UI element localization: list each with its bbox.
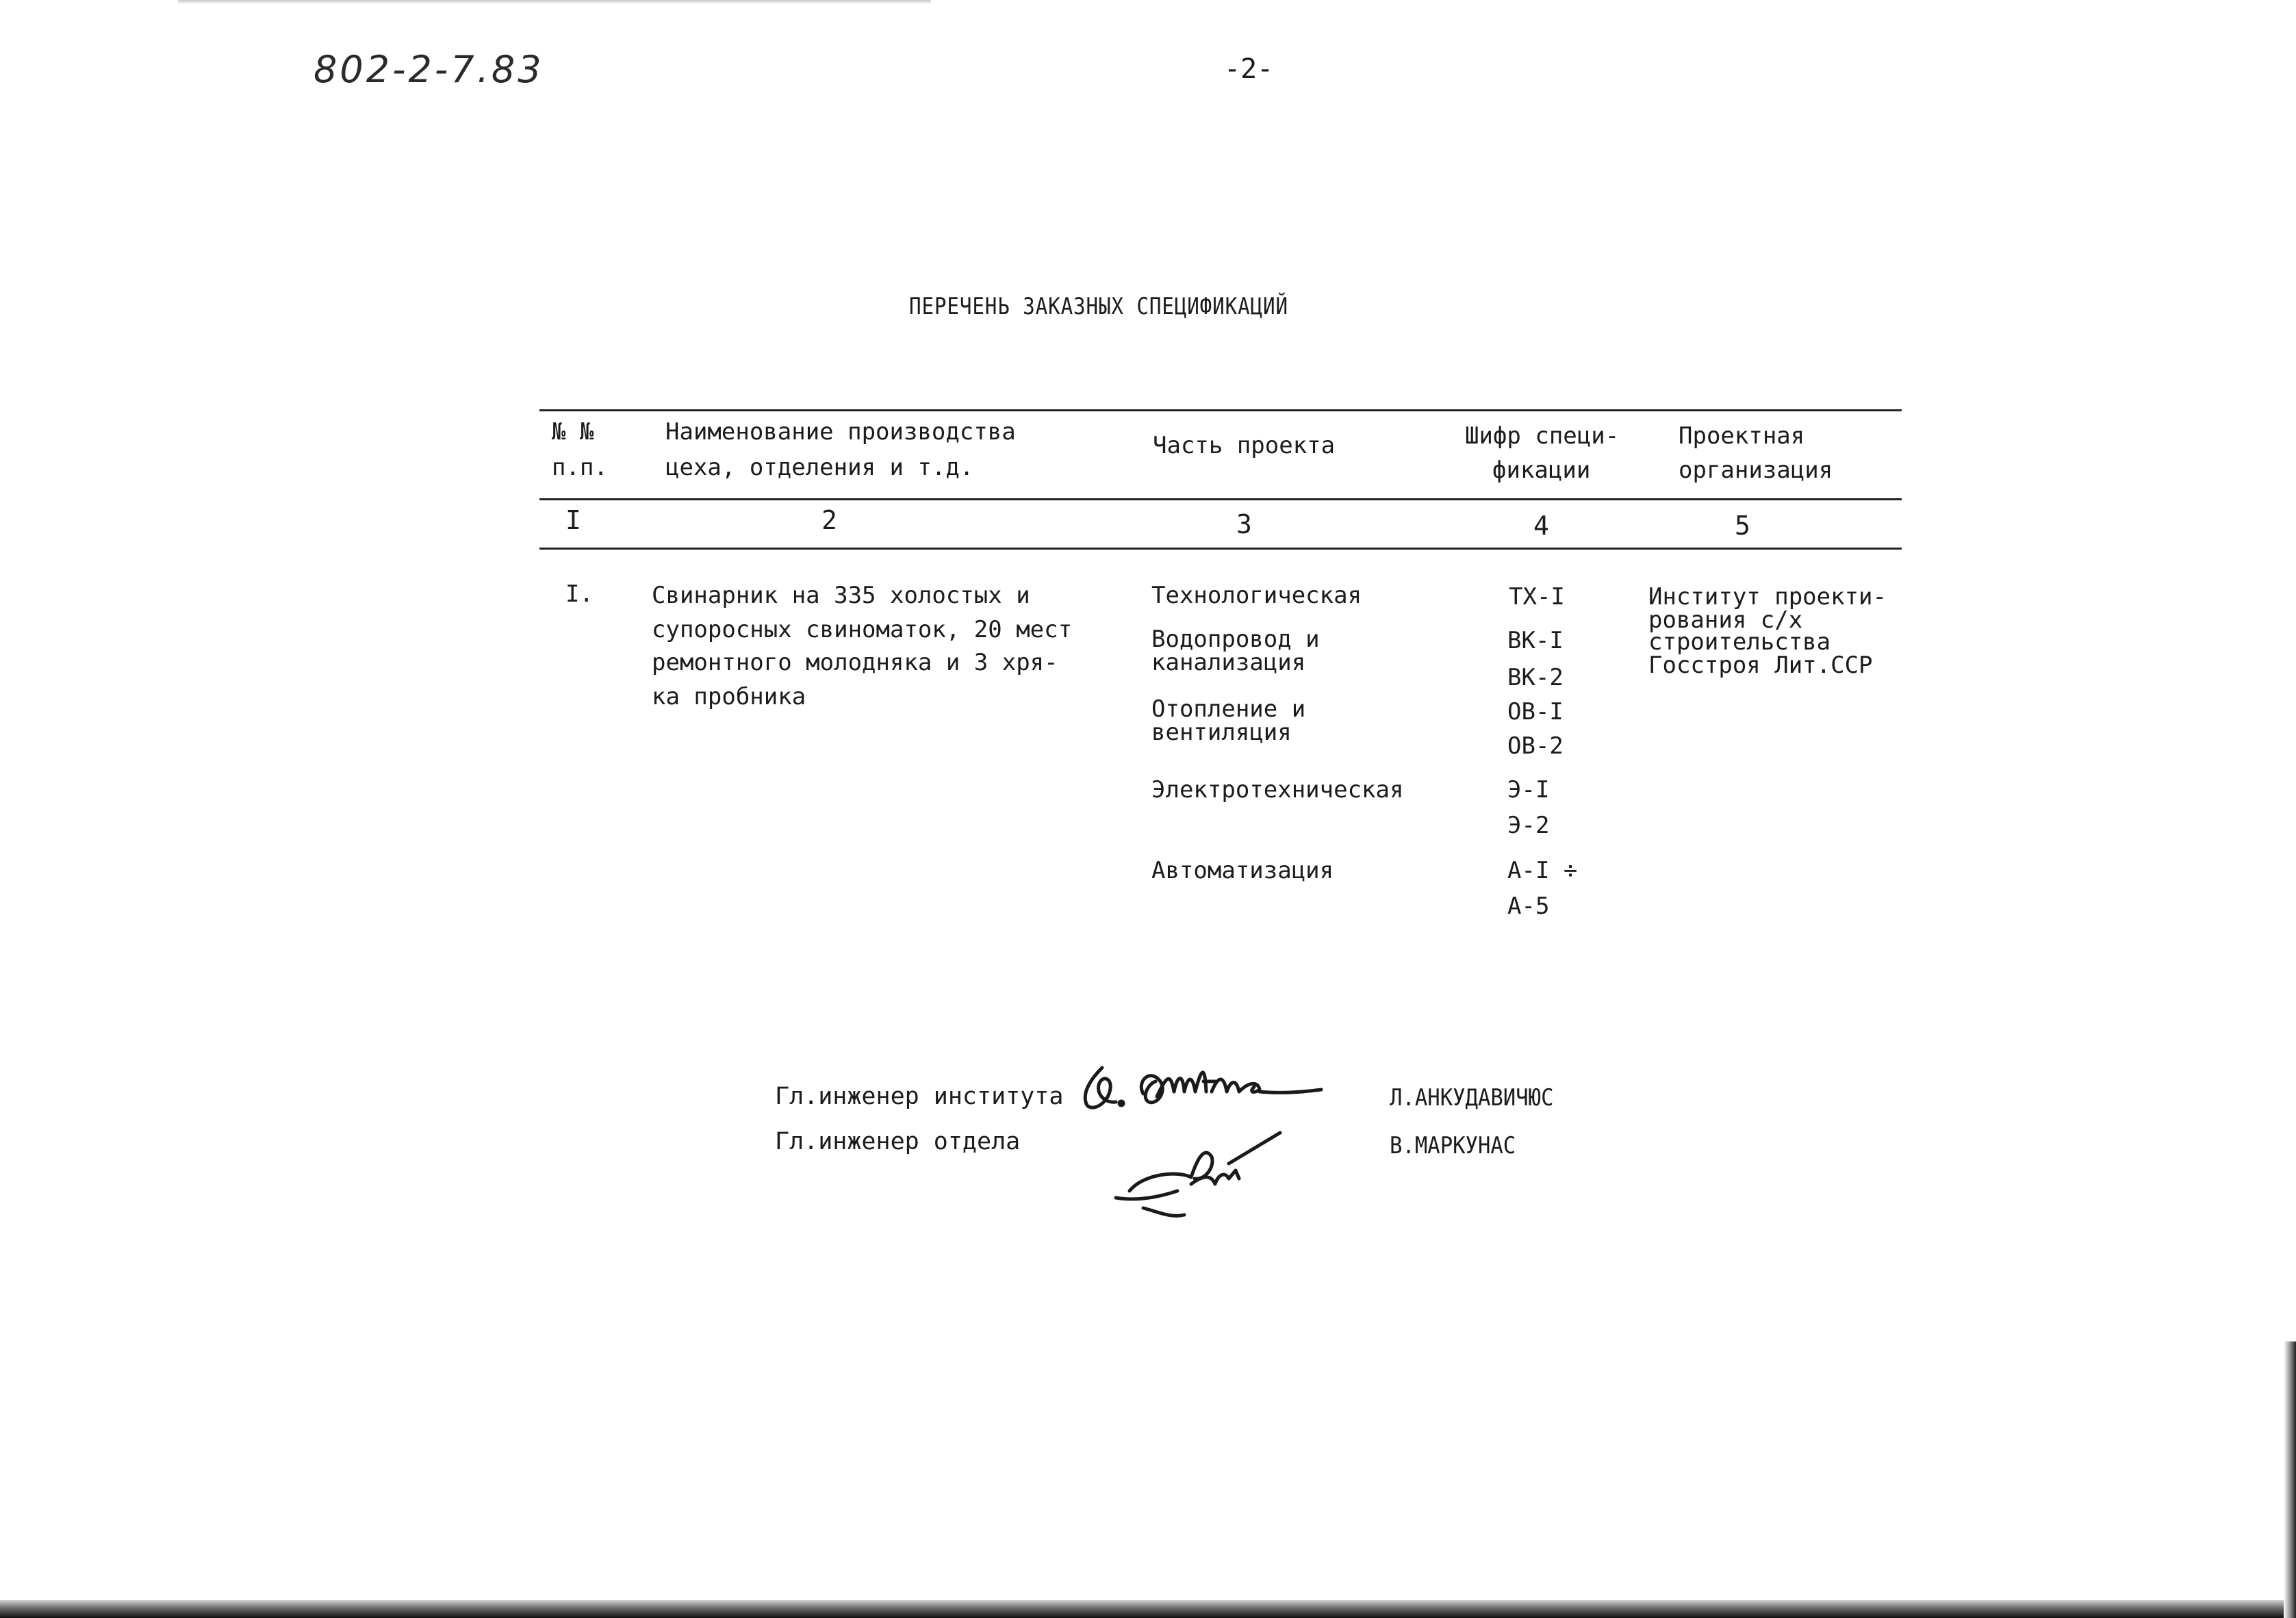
header-col5-line1: Проектная xyxy=(1679,422,1805,450)
header-col5-line2: организация xyxy=(1679,457,1833,484)
spec-code: А-I ÷ xyxy=(1507,857,1578,884)
column-number-3: 3 xyxy=(1236,509,1252,539)
organization-line-1: Институт проекти- xyxy=(1648,583,1887,611)
column-number-2: 2 xyxy=(821,505,837,535)
header-col2-line1: Наименование производства xyxy=(665,418,1016,446)
spec-code: ОВ-2 xyxy=(1507,732,1564,760)
column-number-5: 5 xyxy=(1735,511,1750,541)
row-number: I. xyxy=(565,580,594,608)
signatory-name-2: В.МАРКУНАС xyxy=(1390,1132,1516,1159)
header-col1-line1: № № xyxy=(552,418,594,446)
part-water-line-1: Водопровод и xyxy=(1151,626,1320,653)
spec-code: А-5 xyxy=(1507,893,1550,920)
header-col2-line2: цеха, отделения и т.д. xyxy=(665,454,974,481)
row-name-line-2: супоросных свиноматок, 20 мест xyxy=(652,616,1073,643)
document-title: ПЕРЕЧЕНЬ ЗАКАЗНЫХ СПЕЦИФИКАЦИЙ xyxy=(909,293,1288,320)
header-col3: Часть проекта xyxy=(1153,432,1336,459)
row-name-line-1: Свинарник на 335 холостых и xyxy=(652,582,1030,609)
part-heating-line-1: Отопление и xyxy=(1151,695,1306,723)
row-name-line-4: ка пробника xyxy=(652,683,806,710)
row-name-line-3: ремонтного молодняка и 3 хря- xyxy=(652,649,1058,676)
part-electrical: Электротехническая xyxy=(1151,776,1404,804)
scan-edge-bottom xyxy=(0,1600,2296,1618)
scan-edge-top xyxy=(178,0,931,4)
header-col4-line2: фикации xyxy=(1492,457,1591,484)
header-col1-line2: п.п. xyxy=(552,454,608,481)
spec-code: Э-2 xyxy=(1507,812,1550,839)
table-header-rule xyxy=(539,498,1902,500)
organization-line-2: рования с/х xyxy=(1648,606,1803,634)
spec-code: ОВ-I xyxy=(1507,698,1564,725)
page-number: -2- xyxy=(1224,53,1274,85)
spec-code: ВК-I xyxy=(1507,627,1564,654)
spec-code: Э-I xyxy=(1507,776,1550,804)
organization-line-3: строительства xyxy=(1648,628,1831,656)
document-code: 802-2-7.83 xyxy=(314,48,544,91)
signatory-name-1: Л.АНКУДАВИЧЮС xyxy=(1390,1084,1554,1112)
table-numbers-rule xyxy=(539,548,1902,550)
column-number-4: 4 xyxy=(1533,511,1549,541)
spec-code: ТХ-I xyxy=(1509,583,1565,611)
part-water-line-2: канализация xyxy=(1151,649,1306,676)
handwritten-signatures-icon xyxy=(1075,1054,1362,1225)
column-number-1: I xyxy=(565,505,581,535)
part-technological: Технологическая xyxy=(1151,582,1362,609)
header-col4-line1: Шифр специ- xyxy=(1465,422,1620,450)
organization-line-4: Госстроя Лит.ССР xyxy=(1648,652,1873,679)
part-heating-line-2: вентиляция xyxy=(1151,719,1292,746)
part-automation: Автоматизация xyxy=(1151,857,1334,884)
signature-label-chief-engineer-department: Гл.инженер отдела xyxy=(775,1128,1021,1155)
table-top-rule xyxy=(539,409,1902,411)
scan-edge-right xyxy=(2284,1341,2296,1618)
signature-label-chief-engineer-institute: Гл.инженер института xyxy=(775,1083,1064,1110)
spec-code: ВК-2 xyxy=(1507,664,1564,691)
